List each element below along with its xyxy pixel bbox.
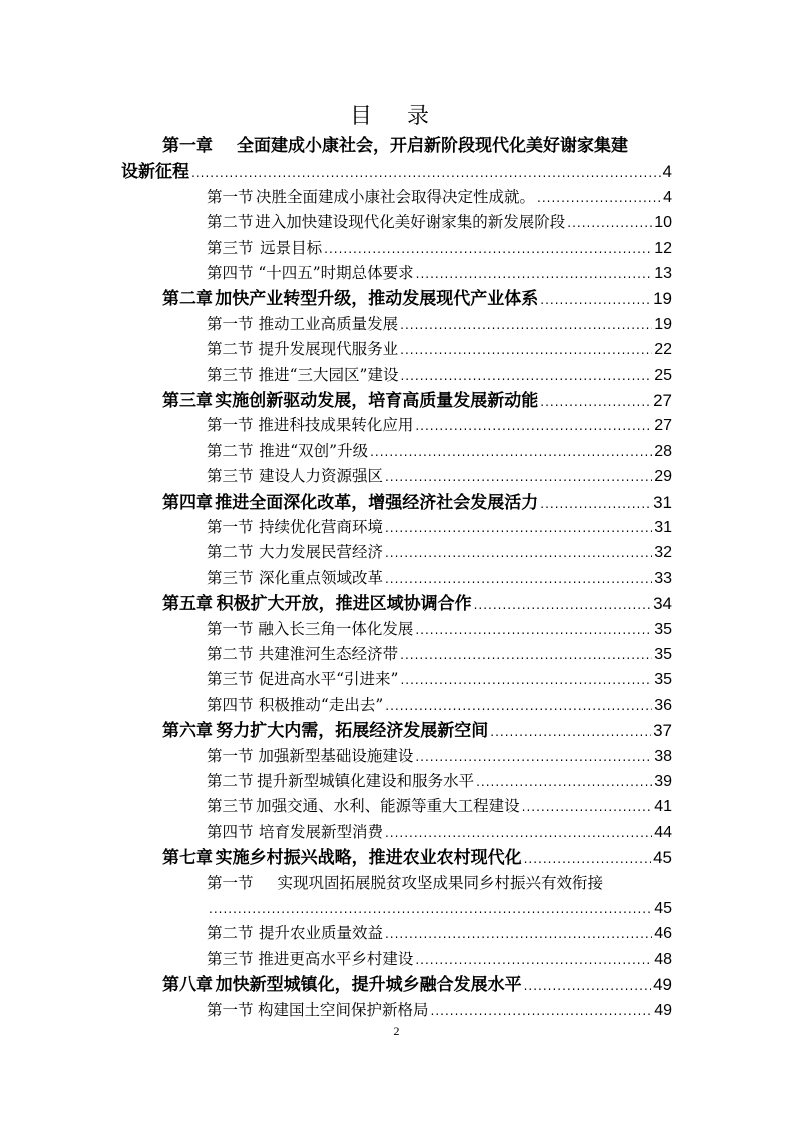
leader-dots: [431, 999, 653, 1023]
section-title: 大力发展民营经济: [258, 543, 383, 562]
section-title: 融入长三角一体化发展: [258, 619, 414, 638]
leader-dots: [416, 262, 653, 286]
section-title: 提升新型城镇化建设和服务水平: [257, 772, 475, 790]
section-label: 第一节: [207, 416, 254, 435]
page-ref: 29: [654, 468, 672, 486]
section-title: 进入加快建设现代化美好谢家集的新发展阶段: [255, 213, 566, 232]
chapter-title: 加快新型城镇化，提升城乡融合发展水平: [215, 975, 522, 996]
page-ref: 31: [654, 519, 672, 536]
toc-section-entry[interactable]: [207, 769, 672, 794]
toc-section-entry[interactable]: [207, 515, 672, 540]
toc-section-entry[interactable]: [207, 693, 672, 718]
toc-section-entry[interactable]: [207, 312, 672, 337]
section-title: 推动工业高质量发展: [258, 314, 399, 333]
page-ref: 45: [654, 900, 672, 917]
section-label: 第四节: [207, 695, 254, 714]
section-title: 共建淮河生态经济带: [258, 645, 399, 663]
leader-dots: [540, 288, 651, 311]
leader-dots: [385, 516, 652, 540]
page-ref: 4: [662, 162, 672, 182]
leader-dots: [385, 567, 652, 591]
toc-chapter-entry[interactable]: [162, 591, 672, 616]
leader-dots: [191, 161, 661, 184]
toc-chapter-entry[interactable]: [162, 490, 672, 515]
section-title: 持续优化营商环境: [258, 518, 383, 536]
page-ref: 35: [654, 646, 672, 663]
section-title: 提升发展现代服务业: [258, 340, 399, 359]
page-number: 2: [393, 1024, 400, 1038]
section-label: 第三节: [207, 365, 254, 384]
chapter-title: 实施创新驱动发展，培育高质量发展新动能: [215, 391, 539, 411]
toc-chapter-entry[interactable]: [162, 134, 672, 159]
leader-dots: [540, 390, 651, 413]
toc-section-entry[interactable]: [207, 413, 672, 438]
toc-chapter-entry-continuation[interactable]: [121, 159, 672, 184]
leader-dots: [400, 338, 652, 362]
chapter-label: 第七章: [162, 848, 213, 869]
section-label: 第二节: [207, 441, 254, 460]
chapter-label: 第二章: [162, 289, 213, 310]
toc-section-entry[interactable]: [207, 744, 672, 769]
leader-dots: [385, 465, 652, 489]
toc-section-entry[interactable]: [207, 642, 672, 667]
chapter-label: 第一章: [162, 136, 213, 156]
chapter-title: 努力扩大内需，拓展经济发展新空间: [216, 721, 489, 742]
page-ref: 28: [654, 442, 672, 460]
toc-section-entry[interactable]: [207, 617, 672, 642]
toc-chapter-entry[interactable]: [162, 286, 672, 311]
section-label: 第一节: [207, 619, 254, 638]
chapter-title-continued: 设新征程: [121, 162, 189, 183]
toc-chapter-entry[interactable]: [162, 845, 672, 870]
toc-section-entry-continuation[interactable]: [207, 896, 672, 921]
leader-dots: [476, 770, 652, 794]
toc-section-entry[interactable]: [207, 185, 672, 210]
section-label: 第一节: [207, 314, 254, 333]
toc-chapter-entry[interactable]: [162, 718, 672, 743]
section-title: 实现巩固拓展脱贫攻坚成果同乡村振兴有效衔接: [277, 873, 604, 892]
section-title: 决胜全面建成小康社会取得决定性成就。: [256, 187, 536, 206]
page-ref: 12: [654, 239, 672, 257]
leader-dots: [415, 414, 652, 438]
leader-dots: [415, 948, 652, 972]
leader-dots: [324, 237, 652, 261]
toc-section-entry[interactable]: [207, 667, 672, 692]
section-label: 第一节: [207, 746, 254, 765]
section-label: 第一节: [207, 187, 254, 206]
section-title: 建设人力资源强区: [258, 467, 383, 486]
toc-section-entry[interactable]: [207, 566, 672, 591]
toc-section-entry[interactable]: [207, 261, 672, 286]
chapter-title: 全面建成小康社会，开启新阶段现代化美好谢家集建: [237, 136, 628, 156]
toc-section-entry[interactable]: [207, 921, 672, 946]
section-label: 第一节: [207, 1000, 254, 1019]
toc-section-entry[interactable]: [207, 464, 672, 489]
leader-dots: [370, 440, 652, 464]
page-ref: 25: [654, 366, 672, 384]
chapter-label: 第三章: [162, 391, 213, 411]
section-title: 提升农业质量效益: [258, 924, 383, 943]
page-ref: 38: [654, 747, 672, 765]
page-ref: 48: [654, 950, 672, 968]
section-title: 远景目标: [260, 238, 323, 257]
chapter-label: 第五章: [162, 594, 213, 615]
page-ref: 32: [654, 544, 672, 562]
page-ref: 36: [654, 696, 672, 714]
section-title: “十四五”时期总体要求: [258, 264, 414, 282]
toc-section-entry[interactable]: [207, 540, 672, 565]
toc-section-entry[interactable]: [207, 820, 672, 845]
page-ref: 13: [654, 265, 672, 282]
section-label: 第四节: [207, 264, 254, 282]
leader-dots: [400, 313, 652, 337]
section-title: 推进科技成果转化应用: [258, 416, 414, 435]
section-title: 促进高水平“引进来”: [258, 670, 399, 689]
leader-dots: [524, 974, 652, 997]
page-ref: 27: [653, 391, 672, 410]
leader-dots: [385, 922, 652, 946]
leader-dots: [385, 694, 652, 718]
page-ref: 49: [654, 1001, 672, 1019]
leader-dots: [415, 618, 652, 642]
page-ref: 41: [654, 798, 672, 816]
toc-section-entry[interactable]: [207, 363, 672, 388]
section-title: 加强交通、水利、能源等重大工程建设: [256, 797, 520, 816]
toc-section-entry[interactable]: [207, 794, 672, 819]
leader-dots: [524, 847, 652, 870]
leader-dots: [209, 897, 652, 921]
section-label: 第三节: [207, 568, 254, 587]
page-ref: 46: [654, 925, 672, 943]
chapter-label: 第八章: [162, 975, 213, 996]
leader-dots: [537, 186, 661, 210]
section-label: 第三节: [207, 467, 254, 486]
toc-section-entry[interactable]: [207, 871, 672, 896]
toc-chapter-entry[interactable]: [162, 972, 672, 997]
leader-dots: [522, 795, 653, 819]
section-label: 第三节: [207, 238, 254, 257]
page-ref: 10: [654, 214, 672, 232]
page-ref: 31: [653, 492, 672, 512]
chapter-label: 第六章: [162, 721, 213, 742]
section-label: 第二节: [207, 213, 254, 232]
leader-dots: [490, 720, 651, 743]
chapter-title: 实施乡村振兴战略，推进农业农村现代化: [215, 848, 522, 869]
toc-section-entry[interactable]: [207, 210, 672, 235]
page-ref: 44: [654, 823, 672, 841]
chapter-title: 推进全面深化改革，增强经济社会发展活力: [215, 492, 539, 513]
page-ref: 37: [653, 721, 672, 741]
chapter-title: 加快产业转型升级，推动发展现代产业体系: [215, 289, 539, 310]
section-title: 推进“双创”升级: [259, 441, 369, 460]
toc-section-entry[interactable]: [207, 947, 672, 972]
leader-dots: [400, 643, 652, 667]
toc-section-entry[interactable]: [207, 439, 672, 464]
leader-dots: [474, 593, 651, 616]
chapter-label: 第四章: [162, 492, 213, 513]
section-title: 推进更高水平乡村建设: [258, 949, 414, 968]
section-label: 第二节: [207, 543, 254, 562]
leader-dots: [400, 668, 652, 692]
leader-dots: [415, 745, 652, 769]
section-label: 第三节: [207, 670, 254, 689]
leader-dots: [385, 541, 652, 565]
page-ref: 45: [653, 848, 672, 868]
page-ref: 33: [654, 569, 672, 587]
section-label: 第二节: [207, 772, 254, 790]
page-ref: 35: [654, 620, 672, 638]
section-title: 培育发展新型消费: [258, 822, 383, 841]
leader-dots: [385, 821, 652, 845]
page-ref: 35: [654, 671, 672, 689]
leader-dots: [567, 211, 652, 235]
page-ref: 22: [654, 341, 672, 359]
page-ref: 4: [663, 188, 672, 206]
chapter-title: 积极扩大开放，推进区域协调合作: [216, 594, 472, 615]
page-ref: 39: [654, 773, 672, 790]
section-label: 第二节: [207, 340, 254, 359]
leader-dots: [540, 492, 651, 515]
toc-section-entry[interactable]: [207, 236, 672, 261]
page-ref: 27: [654, 417, 672, 435]
section-label: 第一节: [207, 873, 254, 892]
page-ref: 19: [653, 289, 672, 309]
section-label: 第二节: [207, 924, 254, 943]
page-ref: 49: [653, 975, 672, 995]
section-title: 构建国土空间保护新格局: [258, 1000, 429, 1019]
toc-chapter-entry[interactable]: [162, 388, 672, 413]
section-label: 第三节: [207, 797, 254, 816]
section-title: 加强新型基础设施建设: [258, 746, 414, 765]
section-title: 积极推动“走出去”: [258, 695, 384, 714]
section-label: 第一节: [207, 518, 254, 536]
page-ref: 19: [654, 315, 672, 333]
section-title: 推进“三大园区”建设: [258, 365, 399, 384]
toc-heading: 目 录: [350, 104, 443, 129]
toc-section-entry[interactable]: [207, 337, 672, 362]
section-label: 第二节: [207, 645, 254, 663]
toc-section-entry[interactable]: [207, 998, 672, 1023]
section-label: 第四节: [207, 822, 254, 841]
page-ref: 34: [653, 594, 672, 614]
section-title: 深化重点领域改革: [258, 568, 383, 587]
section-label: 第三节: [207, 949, 254, 968]
leader-dots: [400, 364, 652, 388]
